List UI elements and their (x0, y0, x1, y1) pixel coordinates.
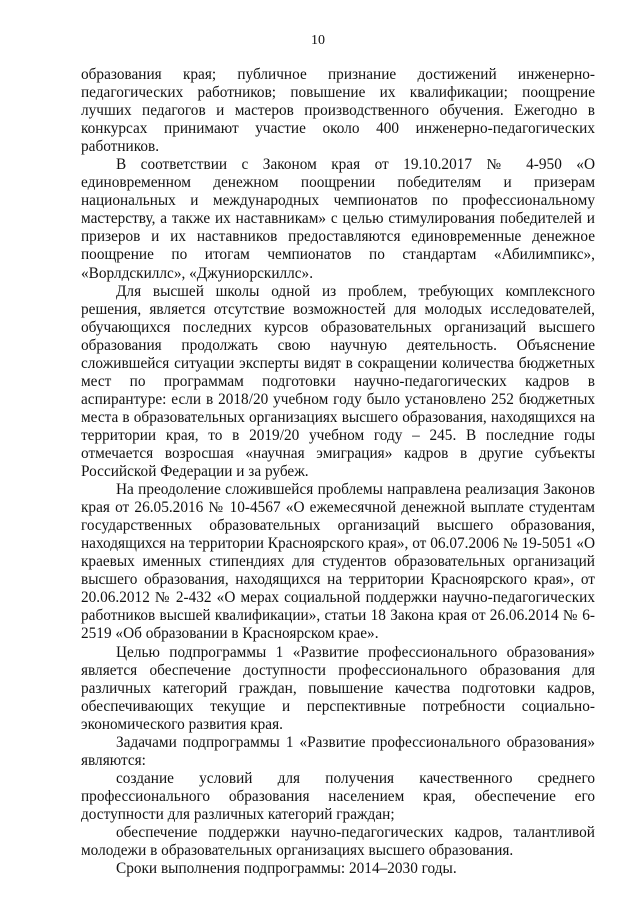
paragraph-task-2: обеспечение поддержки научно-педагогических кадров, талантливой молодежи в образовательных организациях высшего образования. (81, 823, 595, 860)
paragraph-subprogram-tasks: Задачами подпрограммы 1 «Развитие профессионального образования» являются: (81, 733, 595, 769)
document-body (81, 66, 595, 878)
paragraph-timeframe: Сроки выполнения подпрограммы: 2014–2030 годы. (116, 860, 457, 878)
paragraph-higher-school-problem: Для высшей школы одной из проблем, требующих комплексного решения, является отсутствие возможностей для молодых исследователей, обучающихся последних курсов образовательных организаций высшего образования продолжать свою научную деятельность. Объяснение сложившейся ситуации эксперты видят в сокращении количества бюджетных мест по программам подготовки научно-педагогических кадров в аспирантуре: если в 2018/20 учебном году было установлено 252 бюджетных места в образовательных организациях высшего образования, находящихся на территории края, то в 2019/20 учебном году – 245. В последние годы отмечается возросшая «научная эмиграция» кадров в другие субъекты Российской Федерации и за рубеж. (81, 282, 595, 481)
paragraph-task-1: создание условий для получения качественного среднего профессионального образования населением края, обеспечение его доступности для различных категорий граждан; (81, 769, 595, 823)
paragraph-subprogram-goal: Целью подпрограммы 1 «Развитие профессионального образования» является обеспечение доступности профессионального образования для различных категорий граждан, повышение качества подготовки кадров, обеспечивающих текущие и перспективные потребности социально-экономического развития края. (81, 643, 595, 733)
paragraph-laws-implementation: На преодоление сложившейся проблемы направлена реализация Законов края от 26.05.2016 № 10-4567 «О ежемесячной денежной выплате студентам государственных образовательных организаций высшего образования, находящихся на территории Красноярского края», от 06.07.2006 № 19-5051 «О краевых именных стипендиях для студентов образовательных организаций высшего образования, находящихся на территории Красноярского края», от 20.06.2012 № 2-432 «О мерах социальной поддержки научно-педагогических работников высшей квалификации», статьи 18 Закона края от 26.06.2014 № 6-2519 «Об образовании в Красноярском крае». (81, 481, 595, 643)
paragraph-continuation: образования края; публичное признание достижений инженерно-педагогических работников; повышение их квалификации; поощрение лучших педагогов и мастеров производственного обучения. Ежегодно в конкурсах принимают участие около 400 инженерно-педагогических работников. (81, 66, 595, 156)
page-number: 10 (311, 33, 325, 48)
paragraph-law-4-950: В соответствии с Законом края от 19.10.2017 № 4-950 «О единовременном денежном поощрении победителям и призерам национальных и международных чемпионатов по профессиональному мастерству, а также их наставникам» с целью стимулирования победителей и призеров и их наставников предоставляются единовременные денежное поощрение по итогам чемпионатов по стандартам «Абилимпикс», «Ворлдскиллс», «Джуниорскиллс». (81, 156, 595, 282)
